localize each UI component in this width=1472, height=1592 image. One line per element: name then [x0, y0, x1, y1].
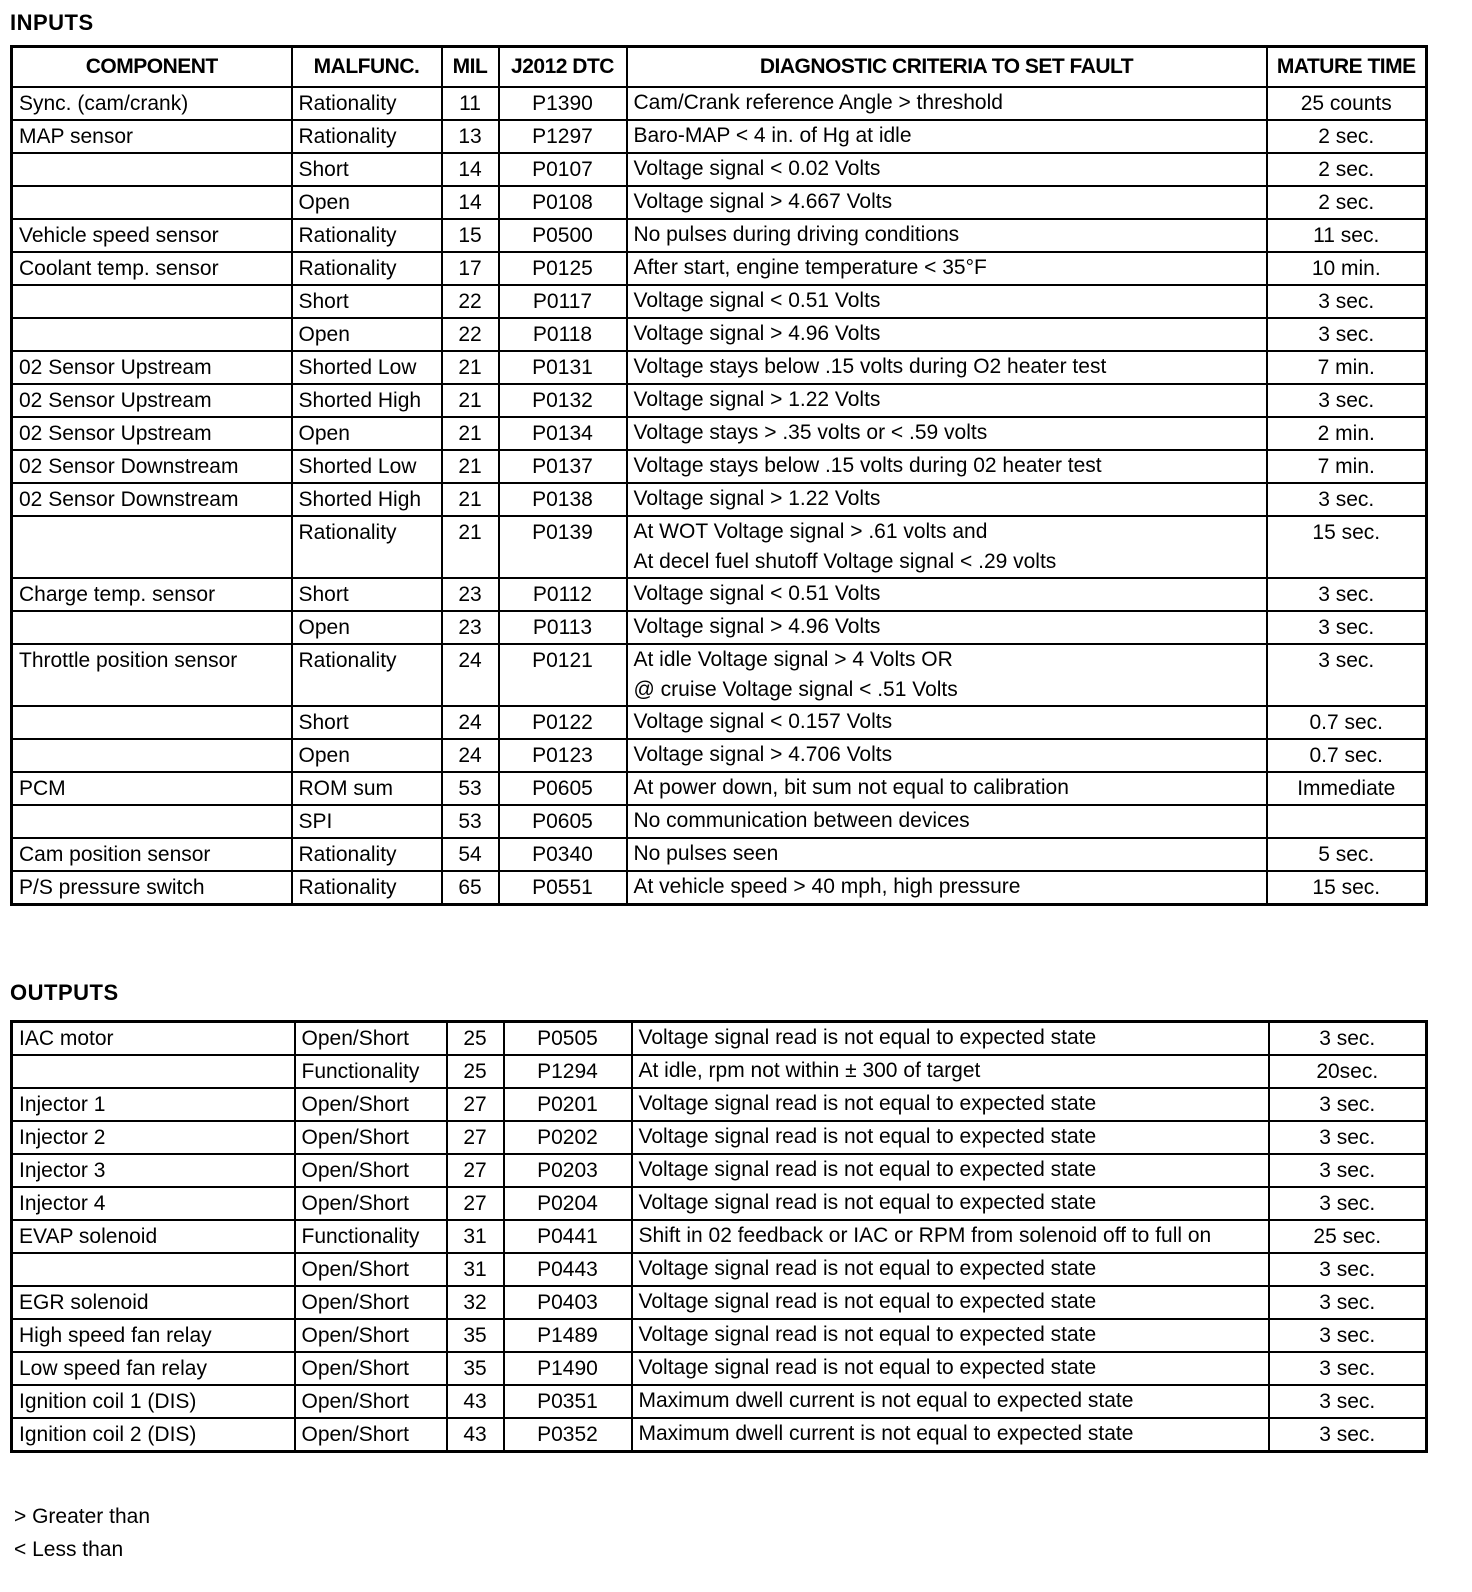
mature-time-cell: 3 sec.	[1267, 285, 1427, 318]
mil-cell: 43	[447, 1385, 504, 1418]
mature-time-cell: 2 sec.	[1267, 153, 1427, 186]
malfunction-cell: Open/Short	[295, 1253, 447, 1286]
dtc-cell: P0134	[499, 417, 627, 450]
criteria-cell: Voltage stays below .15 volts during O2 heater test	[627, 351, 1267, 384]
mature-time-cell: 10 min.	[1267, 252, 1427, 285]
mature-time-cell	[1267, 805, 1427, 838]
malfunction-cell: Open/Short	[295, 1154, 447, 1187]
component-cell: MAP sensor	[12, 120, 292, 153]
mature-time-cell: 3 sec.	[1267, 483, 1427, 516]
component-cell	[12, 611, 292, 644]
mature-time-cell: 3 sec.	[1269, 1352, 1427, 1385]
mil-cell: 15	[442, 219, 499, 252]
mil-cell: 31	[447, 1220, 504, 1253]
mature-time-cell: 2 sec.	[1267, 120, 1427, 153]
table-row	[12, 1385, 1427, 1418]
table-row	[12, 285, 1427, 318]
dtc-cell: P0139	[499, 516, 627, 578]
dtc-cell: P0108	[499, 186, 627, 219]
table-row	[12, 483, 1427, 516]
mil-cell: 23	[442, 611, 499, 644]
malfunction-cell: Functionality	[295, 1055, 447, 1088]
criteria-cell: Voltage stays > .35 volts or < .59 volts	[627, 417, 1267, 450]
dtc-cell: P0351	[504, 1385, 632, 1418]
criteria-cell: At vehicle speed > 40 mph, high pressure	[627, 871, 1267, 905]
dtc-cell: P0204	[504, 1187, 632, 1220]
malfunction-cell: Shorted Low	[292, 450, 442, 483]
mature-time-cell: 3 sec.	[1269, 1187, 1427, 1220]
table-row	[12, 1088, 1427, 1121]
mature-time-cell: 3 sec.	[1267, 644, 1427, 706]
mature-time-cell: 3 sec.	[1267, 384, 1427, 417]
table-row	[12, 120, 1427, 153]
component-cell: Injector 2	[12, 1121, 295, 1154]
mil-cell: 32	[447, 1286, 504, 1319]
mature-time-cell: 7 min.	[1267, 450, 1427, 483]
component-cell: Coolant temp. sensor	[12, 252, 292, 285]
table-row	[12, 739, 1427, 772]
malfunction-cell: Open	[292, 739, 442, 772]
component-cell	[12, 805, 292, 838]
inputs-table	[10, 45, 1428, 906]
mature-time-cell: 0.7 sec.	[1267, 739, 1427, 772]
criteria-cell: At power down, bit sum not equal to calibration	[627, 772, 1267, 805]
malfunction-cell: Open/Short	[295, 1319, 447, 1352]
table-row	[12, 611, 1427, 644]
mature-time-cell: 3 sec.	[1267, 318, 1427, 351]
criteria-cell: Voltage signal < 0.51 Volts	[627, 578, 1267, 611]
component-cell	[12, 739, 292, 772]
table-row	[12, 871, 1427, 905]
mil-cell: 14	[442, 153, 499, 186]
malfunction-cell: Open/Short	[295, 1088, 447, 1121]
component-cell	[12, 285, 292, 318]
dtc-cell: P0201	[504, 1088, 632, 1121]
mature-time-cell: 3 sec.	[1267, 578, 1427, 611]
mature-time-cell: Immediate	[1267, 772, 1427, 805]
legend-greater-than: > Greater than	[14, 1505, 150, 1528]
dtc-cell: P0123	[499, 739, 627, 772]
mil-cell: 21	[442, 450, 499, 483]
mil-cell: 21	[442, 483, 499, 516]
dtc-cell: P0202	[504, 1121, 632, 1154]
mil-cell: 21	[442, 351, 499, 384]
malfunction-cell: Rationality	[292, 219, 442, 252]
criteria-cell: Cam/Crank reference Angle > threshold	[627, 87, 1267, 120]
dtc-cell: P0121	[499, 644, 627, 706]
table-row	[12, 706, 1427, 739]
criteria-cell: Voltage signal read is not equal to expected state	[632, 1187, 1269, 1220]
mature-time-cell: 0.7 sec.	[1267, 706, 1427, 739]
header-criteria: DIAGNOSTIC CRITERIA TO SET FAULT	[627, 47, 1267, 88]
dtc-cell: P1490	[504, 1352, 632, 1385]
component-cell: 02 Sensor Downstream	[12, 483, 292, 516]
component-cell: EGR solenoid	[12, 1286, 295, 1319]
table-row	[12, 772, 1427, 805]
mature-time-cell: 2 min.	[1267, 417, 1427, 450]
mil-cell: 11	[442, 87, 499, 120]
criteria-cell: Voltage signal > 4.96 Volts	[627, 611, 1267, 644]
dtc-cell: P0605	[499, 805, 627, 838]
header-mature-time: MATURE TIME	[1267, 47, 1427, 88]
component-cell: 02 Sensor Downstream	[12, 450, 292, 483]
mil-cell: 53	[442, 805, 499, 838]
table-row	[12, 384, 1427, 417]
header-component: COMPONENT	[12, 47, 292, 88]
criteria-cell: Maximum dwell current is not equal to expected state	[632, 1385, 1269, 1418]
dtc-cell: P0113	[499, 611, 627, 644]
malfunction-cell: Open/Short	[295, 1121, 447, 1154]
mil-cell: 65	[442, 871, 499, 905]
criteria-cell: Voltage signal read is not equal to expected state	[632, 1121, 1269, 1154]
dtc-cell: P0443	[504, 1253, 632, 1286]
table-row	[12, 417, 1427, 450]
dtc-cell: P0112	[499, 578, 627, 611]
malfunction-cell: Open	[292, 417, 442, 450]
dtc-cell: P0117	[499, 285, 627, 318]
criteria-cell: Voltage signal read is not equal to expected state	[632, 1286, 1269, 1319]
table-row	[12, 578, 1427, 611]
component-cell	[12, 706, 292, 739]
component-cell: Ignition coil 1 (DIS)	[12, 1385, 295, 1418]
criteria-cell: Voltage signal > 4.706 Volts	[627, 739, 1267, 772]
component-cell	[12, 186, 292, 219]
mil-cell: 22	[442, 318, 499, 351]
mil-cell: 21	[442, 384, 499, 417]
criteria-cell: Maximum dwell current is not equal to expected state	[632, 1418, 1269, 1452]
component-cell: Low speed fan relay	[12, 1352, 295, 1385]
malfunction-cell: Open/Short	[295, 1022, 447, 1056]
table-row	[12, 838, 1427, 871]
table-row	[12, 1187, 1427, 1220]
mil-cell: 27	[447, 1187, 504, 1220]
table-row	[12, 1121, 1427, 1154]
table-row	[12, 1418, 1427, 1452]
mil-cell: 43	[447, 1418, 504, 1452]
table-row	[12, 1253, 1427, 1286]
mature-time-cell: 15 sec.	[1267, 871, 1427, 905]
mature-time-cell: 3 sec.	[1267, 611, 1427, 644]
mil-cell: 23	[442, 578, 499, 611]
malfunction-cell: ROM sum	[292, 772, 442, 805]
table-row	[12, 1154, 1427, 1187]
mature-time-cell: 2 sec.	[1267, 186, 1427, 219]
component-cell: PCM	[12, 772, 292, 805]
table-row	[12, 1352, 1427, 1385]
criteria-cell: After start, engine temperature < 35°F	[627, 252, 1267, 285]
mature-time-cell: 7 min.	[1267, 351, 1427, 384]
criteria-cell: Voltage signal read is not equal to expected state	[632, 1022, 1269, 1056]
malfunction-cell: Short	[292, 706, 442, 739]
table-row	[12, 644, 1427, 706]
malfunction-cell: SPI	[292, 805, 442, 838]
table-row	[12, 450, 1427, 483]
dtc-cell: P1297	[499, 120, 627, 153]
mil-cell: 35	[447, 1352, 504, 1385]
malfunction-cell: Rationality	[292, 871, 442, 905]
header-malfunction: MALFUNC.	[292, 47, 442, 88]
mil-cell: 21	[442, 417, 499, 450]
table-row	[12, 252, 1427, 285]
mature-time-cell: 25 sec.	[1269, 1220, 1427, 1253]
malfunction-cell: Open/Short	[295, 1187, 447, 1220]
criteria-cell: Voltage signal < 0.51 Volts	[627, 285, 1267, 318]
component-cell: IAC motor	[12, 1022, 295, 1056]
dtc-cell: P1390	[499, 87, 627, 120]
mil-cell: 24	[442, 739, 499, 772]
malfunction-cell: Shorted High	[292, 483, 442, 516]
component-cell: Injector 1	[12, 1088, 295, 1121]
dtc-cell: P0403	[504, 1286, 632, 1319]
legend-less-than: < Less than	[14, 1538, 124, 1561]
table-row	[12, 1022, 1427, 1056]
criteria-cell: Voltage signal read is not equal to expected state	[632, 1352, 1269, 1385]
component-cell	[12, 153, 292, 186]
malfunction-cell: Shorted High	[292, 384, 442, 417]
mil-cell: 21	[442, 516, 499, 578]
malfunction-cell: Rationality	[292, 87, 442, 120]
component-cell: Ignition coil 2 (DIS)	[12, 1418, 295, 1452]
table-row	[12, 351, 1427, 384]
criteria-cell: At idle, rpm not within ± 300 of target	[632, 1055, 1269, 1088]
criteria-cell: At idle Voltage signal > 4 Volts OR @ cruise Voltage signal < .51 Volts	[627, 644, 1267, 706]
criteria-cell: Voltage signal read is not equal to expected state	[632, 1319, 1269, 1352]
table-row	[12, 1319, 1427, 1352]
mature-time-cell: 11 sec.	[1267, 219, 1427, 252]
component-cell	[12, 318, 292, 351]
mature-time-cell: 15 sec.	[1267, 516, 1427, 578]
mil-cell: 27	[447, 1121, 504, 1154]
dtc-cell: P0441	[504, 1220, 632, 1253]
mature-time-cell: 3 sec.	[1269, 1154, 1427, 1187]
malfunction-cell: Open/Short	[295, 1385, 447, 1418]
mature-time-cell: 5 sec.	[1267, 838, 1427, 871]
mature-time-cell: 3 sec.	[1269, 1418, 1427, 1452]
malfunction-cell: Rationality	[292, 252, 442, 285]
mature-time-cell: 20sec.	[1269, 1055, 1427, 1088]
criteria-cell: Voltage signal > 1.22 Volts	[627, 384, 1267, 417]
malfunction-cell: Open	[292, 611, 442, 644]
component-cell: High speed fan relay	[12, 1319, 295, 1352]
criteria-cell: Voltage signal > 4.96 Volts	[627, 318, 1267, 351]
criteria-cell: No pulses seen	[627, 838, 1267, 871]
mil-cell: 27	[447, 1088, 504, 1121]
malfunction-cell: Rationality	[292, 838, 442, 871]
table-row	[12, 87, 1427, 120]
criteria-cell: Baro-MAP < 4 in. of Hg at idle	[627, 120, 1267, 153]
mil-cell: 53	[442, 772, 499, 805]
table-row	[12, 153, 1427, 186]
dtc-cell: P0500	[499, 219, 627, 252]
malfunction-cell: Open/Short	[295, 1352, 447, 1385]
malfunction-cell: Short	[292, 285, 442, 318]
criteria-cell: At WOT Voltage signal > .61 volts and At decel fuel shutoff Voltage signal < .29 volts	[627, 516, 1267, 578]
component-cell: Throttle position sensor	[12, 644, 292, 706]
malfunction-cell: Rationality	[292, 644, 442, 706]
dtc-cell: P0137	[499, 450, 627, 483]
table-row	[12, 516, 1427, 578]
dtc-cell: P0132	[499, 384, 627, 417]
mil-cell: 31	[447, 1253, 504, 1286]
criteria-cell: No communication between devices	[627, 805, 1267, 838]
component-cell: 02 Sensor Upstream	[12, 351, 292, 384]
mature-time-cell: 3 sec.	[1269, 1088, 1427, 1121]
dtc-cell: P0352	[504, 1418, 632, 1452]
criteria-cell: Voltage signal read is not equal to expected state	[632, 1154, 1269, 1187]
malfunction-cell: Short	[292, 153, 442, 186]
malfunction-cell: Short	[292, 578, 442, 611]
table-row	[12, 186, 1427, 219]
criteria-cell: Voltage signal < 0.157 Volts	[627, 706, 1267, 739]
mature-time-cell: 3 sec.	[1269, 1286, 1427, 1319]
mature-time-cell: 3 sec.	[1269, 1319, 1427, 1352]
header-dtc: J2012 DTC	[499, 47, 627, 88]
mil-cell: 54	[442, 838, 499, 871]
dtc-cell: P0118	[499, 318, 627, 351]
criteria-cell: Voltage signal > 1.22 Volts	[627, 483, 1267, 516]
component-cell: Injector 4	[12, 1187, 295, 1220]
component-cell: Vehicle speed sensor	[12, 219, 292, 252]
component-cell: Cam position sensor	[12, 838, 292, 871]
dtc-cell: P1489	[504, 1319, 632, 1352]
component-cell	[12, 1253, 295, 1286]
mil-cell: 24	[442, 644, 499, 706]
criteria-cell: Voltage stays below .15 volts during 02 heater test	[627, 450, 1267, 483]
malfunction-cell: Open	[292, 186, 442, 219]
component-cell: 02 Sensor Upstream	[12, 417, 292, 450]
component-cell: P/S pressure switch	[12, 871, 292, 905]
mil-cell: 17	[442, 252, 499, 285]
mil-cell: 25	[447, 1055, 504, 1088]
table-row	[12, 219, 1427, 252]
component-cell: Sync. (cam/crank)	[12, 87, 292, 120]
malfunction-cell: Rationality	[292, 516, 442, 578]
outputs-title: OUTPUTS	[10, 980, 119, 1005]
dtc-cell: P0551	[499, 871, 627, 905]
malfunction-cell: Rationality	[292, 120, 442, 153]
dtc-cell: P1294	[504, 1055, 632, 1088]
dtc-cell: P0131	[499, 351, 627, 384]
dtc-cell: P0203	[504, 1154, 632, 1187]
criteria-cell: Voltage signal read is not equal to expected state	[632, 1253, 1269, 1286]
component-cell: Charge temp. sensor	[12, 578, 292, 611]
component-cell	[12, 1055, 295, 1088]
dtc-cell: P0138	[499, 483, 627, 516]
header-mil: MIL	[442, 47, 499, 88]
inputs-title: INPUTS	[10, 10, 94, 35]
malfunction-cell: Open/Short	[295, 1286, 447, 1319]
dtc-cell: P0122	[499, 706, 627, 739]
mature-time-cell: 3 sec.	[1269, 1385, 1427, 1418]
component-cell: Injector 3	[12, 1154, 295, 1187]
mil-cell: 13	[442, 120, 499, 153]
table-row	[12, 1286, 1427, 1319]
malfunction-cell: Shorted Low	[292, 351, 442, 384]
table-row	[12, 318, 1427, 351]
malfunction-cell: Open	[292, 318, 442, 351]
criteria-cell: No pulses during driving conditions	[627, 219, 1267, 252]
criteria-cell: Voltage signal > 4.667 Volts	[627, 186, 1267, 219]
table-row	[12, 1055, 1427, 1088]
dtc-cell: P0605	[499, 772, 627, 805]
criteria-cell: Voltage signal < 0.02 Volts	[627, 153, 1267, 186]
mil-cell: 24	[442, 706, 499, 739]
mil-cell: 14	[442, 186, 499, 219]
component-cell	[12, 516, 292, 578]
mil-cell: 35	[447, 1319, 504, 1352]
mature-time-cell: 3 sec.	[1269, 1253, 1427, 1286]
malfunction-cell: Functionality	[295, 1220, 447, 1253]
mature-time-cell: 25 counts	[1267, 87, 1427, 120]
table-row	[12, 1220, 1427, 1253]
component-cell: 02 Sensor Upstream	[12, 384, 292, 417]
table-row	[12, 805, 1427, 838]
component-cell: EVAP solenoid	[12, 1220, 295, 1253]
mil-cell: 22	[442, 285, 499, 318]
malfunction-cell: Open/Short	[295, 1418, 447, 1452]
outputs-table	[10, 1020, 1428, 1453]
criteria-cell: Shift in 02 feedback or IAC or RPM from solenoid off to full on	[632, 1220, 1269, 1253]
mil-cell: 25	[447, 1022, 504, 1056]
dtc-cell: P0505	[504, 1022, 632, 1056]
dtc-cell: P0125	[499, 252, 627, 285]
mature-time-cell: 3 sec.	[1269, 1121, 1427, 1154]
dtc-cell: P0107	[499, 153, 627, 186]
header-row	[12, 47, 1427, 88]
criteria-cell: Voltage signal read is not equal to expected state	[632, 1088, 1269, 1121]
mil-cell: 27	[447, 1154, 504, 1187]
mature-time-cell: 3 sec.	[1269, 1022, 1427, 1056]
dtc-cell: P0340	[499, 838, 627, 871]
